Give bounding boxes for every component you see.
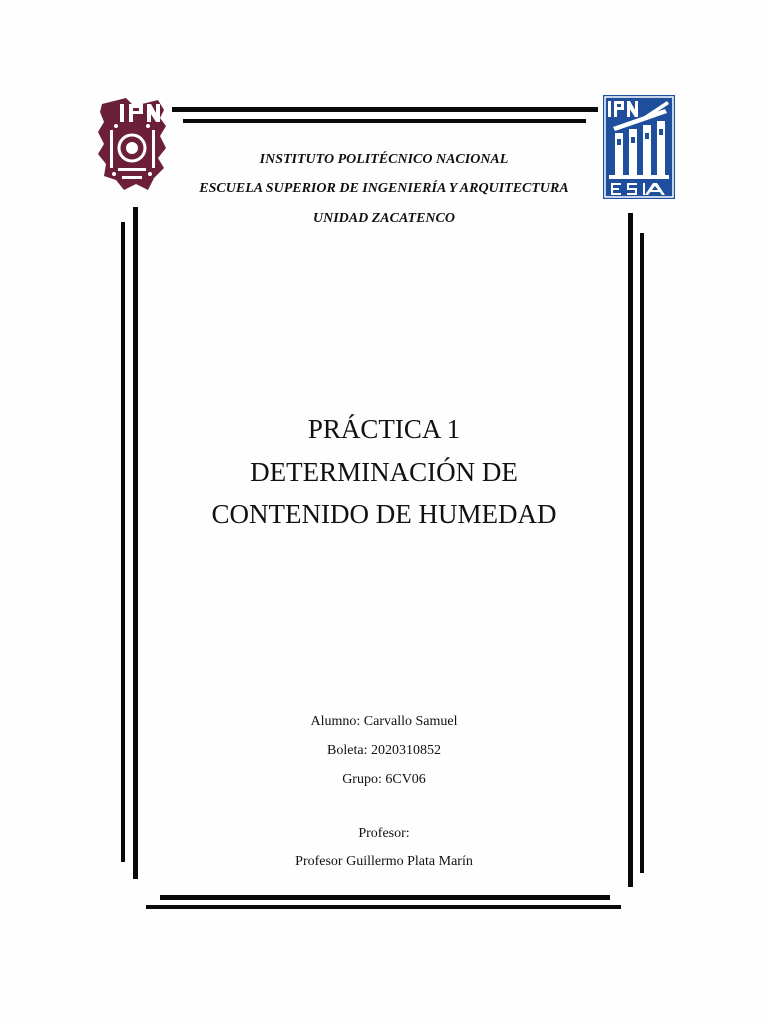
professor-name: Profesor Guillermo Plata Marín [295, 854, 473, 869]
practice-title-line-1: DETERMINACIÓN DE [250, 457, 518, 487]
practice-title-line-2: CONTENIDO DE HUMEDAD [211, 499, 557, 529]
student-name: Alumno: Carvallo Samuel [310, 714, 458, 729]
ipn-seal-logo [96, 96, 170, 192]
frame-bottom-outer-bar [146, 905, 621, 909]
professor-label: Profesor: [358, 826, 410, 841]
frame-top-outer-bar [172, 107, 598, 112]
student-group: Grupo: 6CV06 [342, 772, 426, 787]
unit-name: UNIDAD ZACATENCO [313, 211, 455, 226]
frame-left-outer-bar [121, 222, 125, 862]
practice-number: PRÁCTICA 1 [307, 414, 461, 444]
frame-top-inner-bar [183, 119, 586, 123]
institution-name: INSTITUTO POLITÉCNICO NACIONAL [259, 152, 509, 167]
frame-bottom-inner-bar [160, 895, 610, 900]
school-name: ESCUELA SUPERIOR DE INGENIERÍA Y ARQUITECTURA [199, 181, 569, 196]
ipn-seal-icon [96, 96, 170, 192]
student-boleta: Boleta: 2020310852 [327, 743, 441, 758]
